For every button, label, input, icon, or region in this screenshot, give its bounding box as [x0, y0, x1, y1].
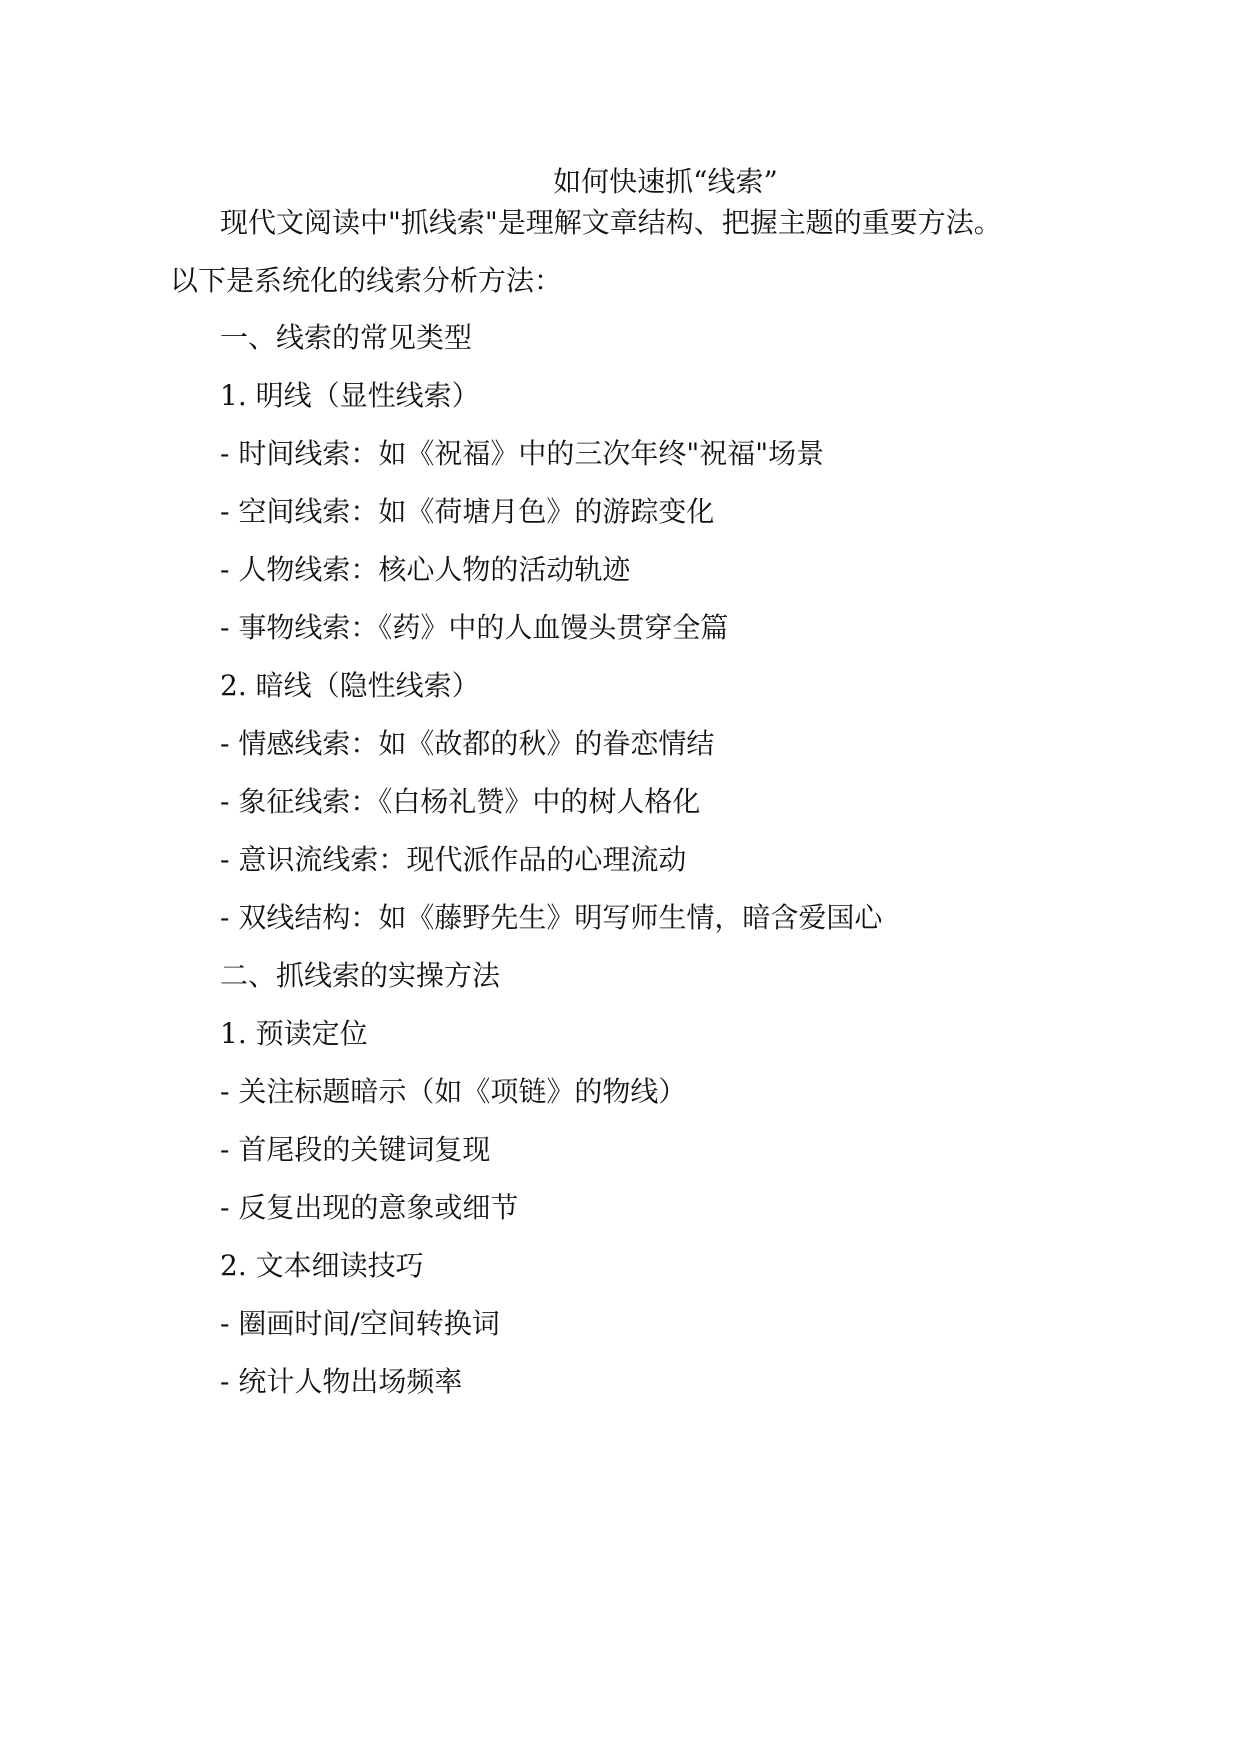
- list-item: - 圈画时间/空间转换词: [220, 1307, 500, 1340]
- document-title: 如何快速抓“线索”: [553, 165, 778, 198]
- subheading-1-1: 1. 明线（显性线索）: [220, 379, 480, 412]
- list-item: - 事物线索：《药》中的人血馒头贯穿全篇: [220, 611, 729, 644]
- intro-line-1: 现代文阅读中"抓线索"是理解文章结构、把握主题的重要方法。: [220, 206, 1002, 239]
- subheading-2-1: 1. 预读定位: [220, 1017, 368, 1050]
- list-item: - 情感线索：如《故都的秋》的眷恋情结: [220, 727, 715, 760]
- section-heading-1: 一、线索的常见类型: [220, 321, 473, 354]
- list-item: - 意识流线索：现代派作品的心理流动: [220, 843, 687, 876]
- list-item: - 人物线索：核心人物的活动轨迹: [220, 553, 631, 586]
- list-item: - 统计人物出场频率: [220, 1365, 463, 1398]
- intro-line-2: 以下是系统化的线索分析方法：: [170, 264, 563, 297]
- list-item: - 空间线索：如《荷塘月色》的游踪变化: [220, 495, 715, 528]
- list-item: - 首尾段的关键词复现: [220, 1133, 491, 1166]
- subheading-2-2: 2. 文本细读技巧: [220, 1249, 424, 1282]
- list-item: - 象征线索：《白杨礼赞》中的树人格化: [220, 785, 701, 818]
- section-heading-2: 二、抓线索的实操方法: [220, 959, 501, 992]
- subheading-1-2: 2. 暗线（隐性线索）: [220, 669, 480, 702]
- list-item: - 双线结构：如《藤野先生》明写师生情，暗含爱国心: [220, 901, 883, 934]
- list-item: - 反复出现的意象或细节: [220, 1191, 519, 1224]
- list-item: - 时间线索：如《祝福》中的三次年终"祝福"场景: [220, 437, 825, 470]
- list-item: - 关注标题暗示（如《项链》的物线）: [220, 1075, 687, 1108]
